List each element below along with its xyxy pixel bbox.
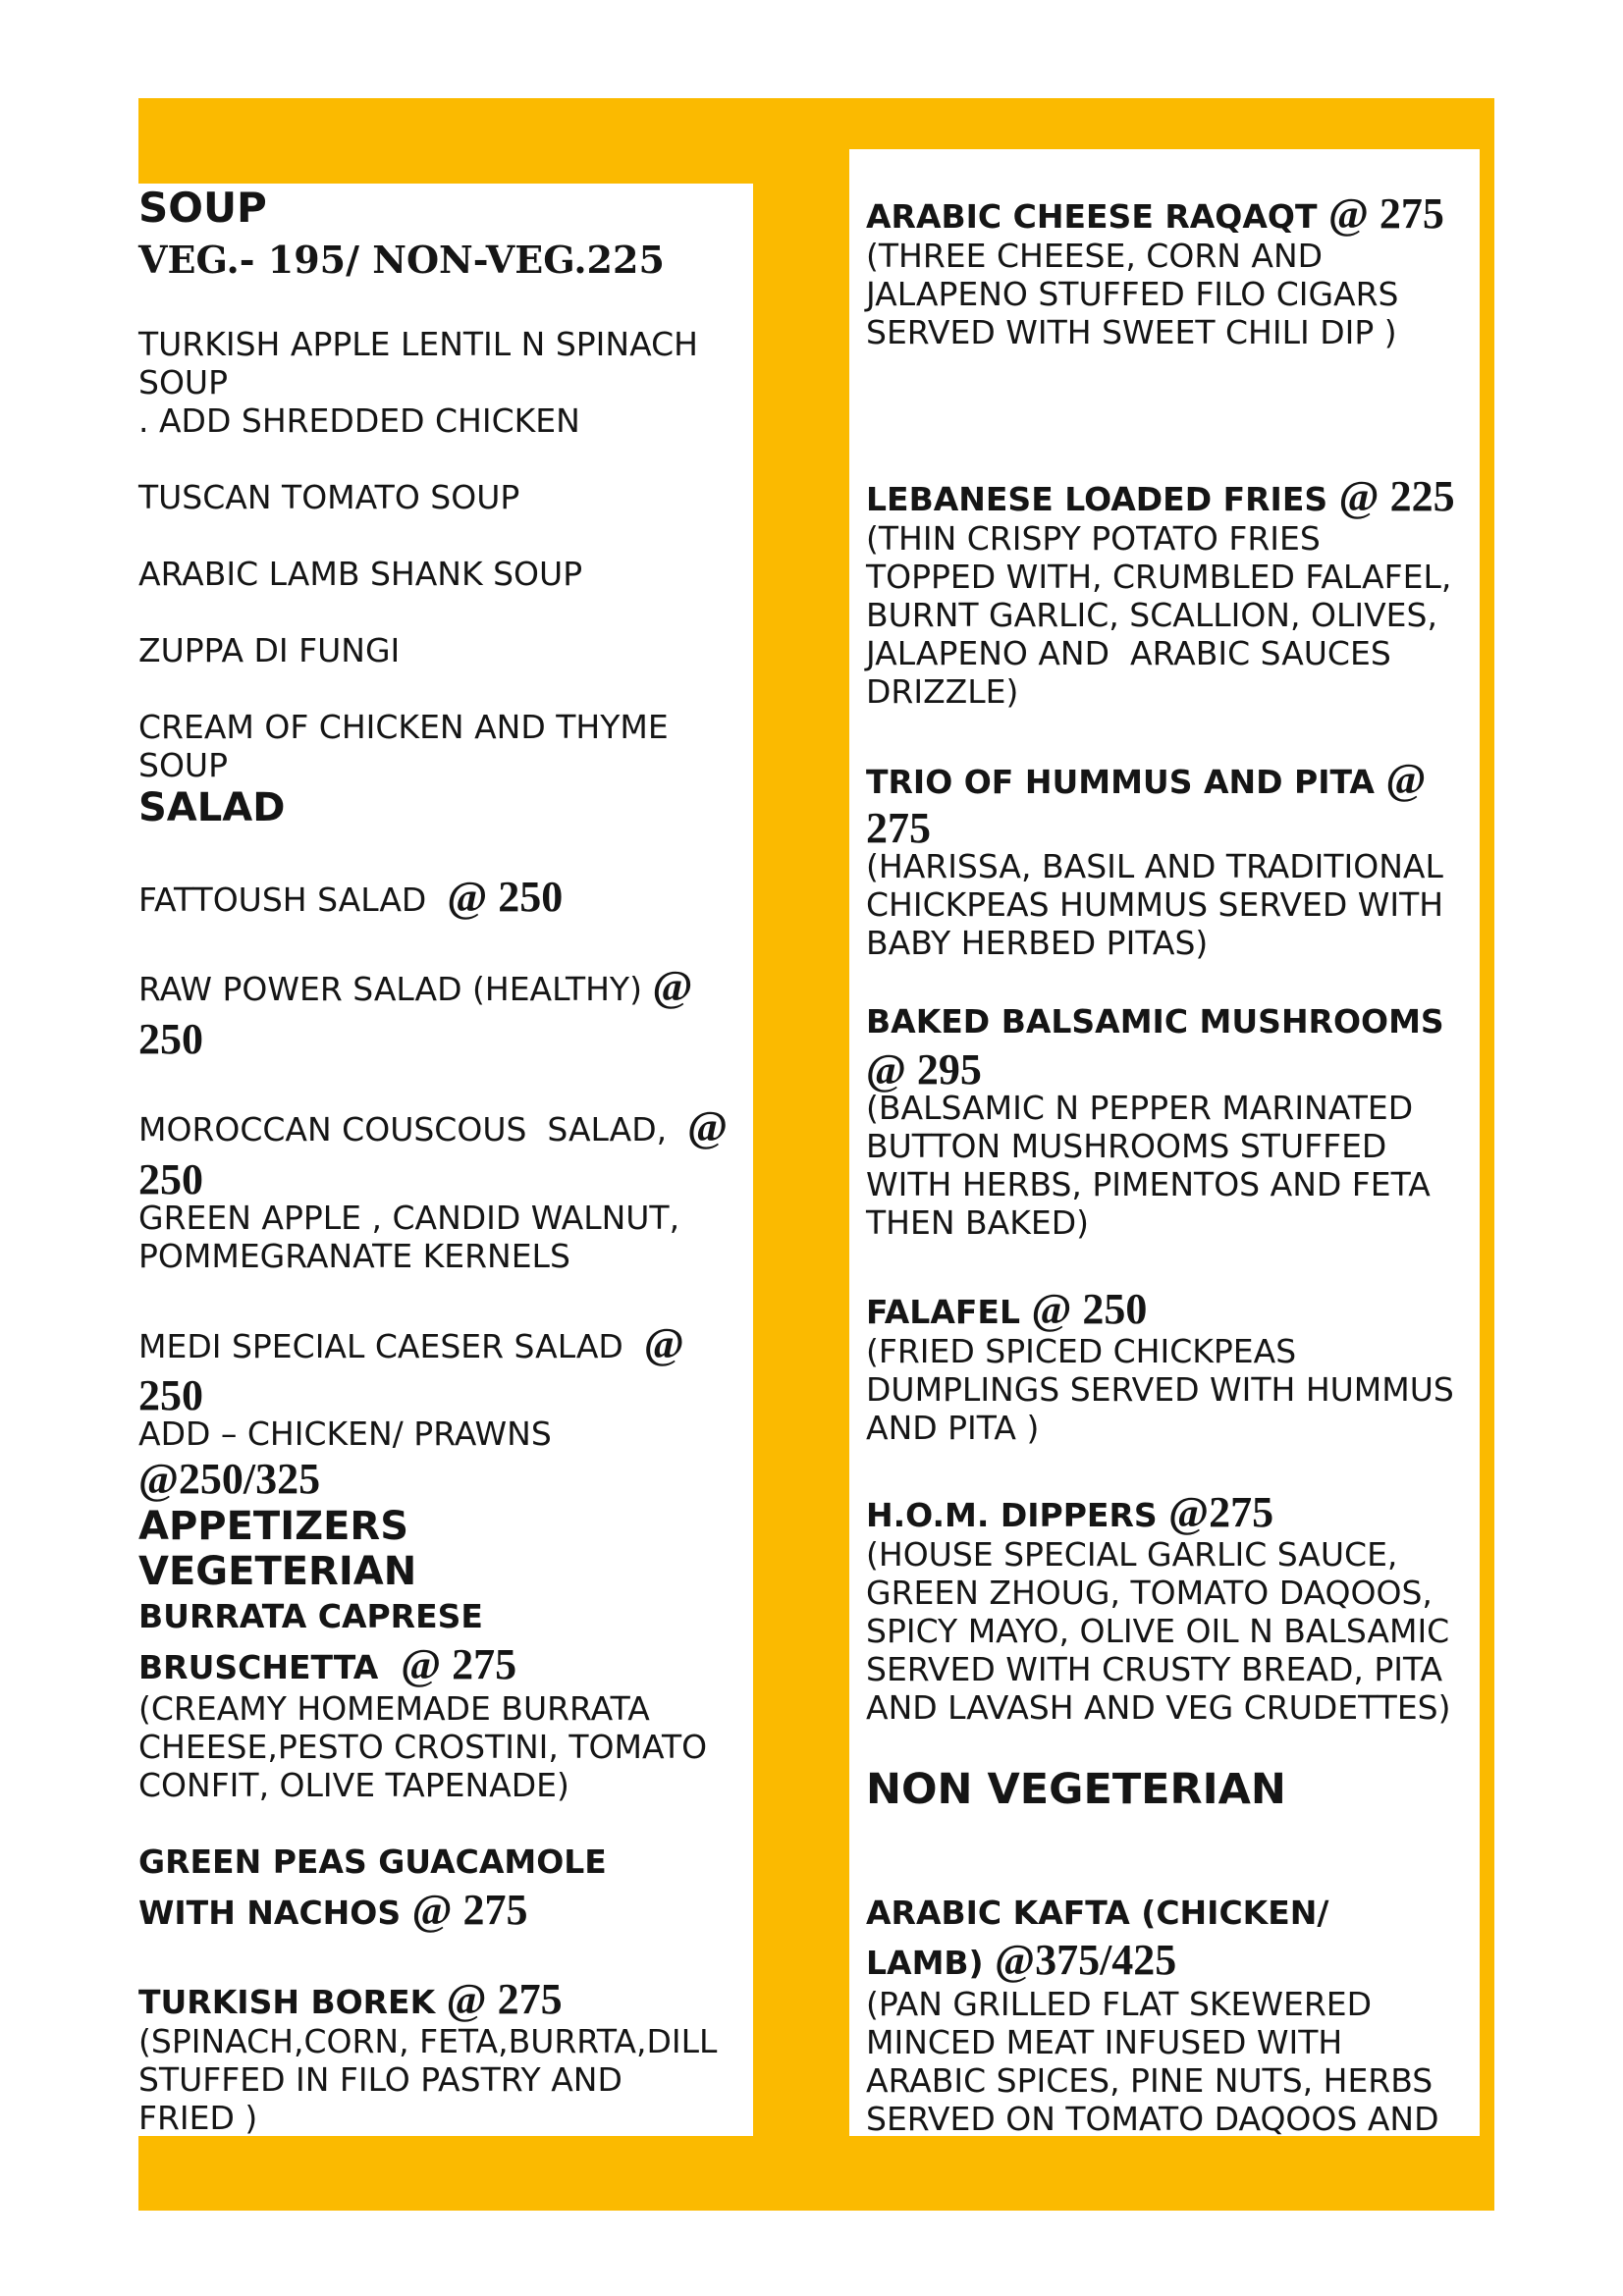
salad-heading: SALAD xyxy=(138,785,286,830)
menu-item xyxy=(138,873,564,921)
menu-item xyxy=(138,1886,528,1934)
item-description: FRIED ) xyxy=(138,2099,258,2137)
item-price: @ 275 xyxy=(1327,189,1444,238)
item-description: SERVED ON TOMATO DAQOOS AND xyxy=(866,2100,1439,2138)
non-vegetarian-heading: NON VEGETERIAN xyxy=(866,1765,1286,1814)
item-name: BRUSCHETTA xyxy=(138,1648,402,1686)
menu-item xyxy=(866,755,1427,803)
item-name: BURRATA CAPRESE xyxy=(138,1597,483,1635)
item-description: STUFFED IN FILO PASTRY AND xyxy=(138,2060,622,2099)
item-description: SERVED WITH SWEET CHILI DIP ) xyxy=(866,313,1397,351)
item-name: MOROCCAN COUSCOUS SALAD, xyxy=(138,1110,688,1148)
menu-item xyxy=(866,1488,1274,1536)
menu-item xyxy=(866,1285,1148,1333)
soup-item: TURKISH APPLE LENTIL N SPINACH xyxy=(138,325,698,363)
item-description: JALAPENO STUFFED FILO CIGARS xyxy=(866,275,1399,313)
item-name: H.O.M. DIPPERS xyxy=(866,1496,1169,1534)
item-description: GREEN ZHOUG, TOMATO DAQOOS, xyxy=(866,1574,1433,1612)
item-description: BUTTON MUSHROOMS STUFFED xyxy=(866,1127,1387,1165)
item-description: (THREE CHEESE, CORN AND xyxy=(866,237,1324,275)
soup-prices: VEG.- 195/ NON-VEG.225 xyxy=(138,238,665,282)
item-price: 275 xyxy=(866,804,931,852)
menu-item xyxy=(138,1975,563,2023)
item-description: (FRIED SPICED CHICKPEAS xyxy=(866,1332,1297,1370)
item-description: DUMPLINGS SERVED WITH HUMMUS xyxy=(866,1370,1454,1409)
item-price: @375/425 xyxy=(995,1936,1177,1984)
item-price: 250 xyxy=(138,1371,203,1419)
item-name: TURKISH BOREK xyxy=(138,1983,447,2021)
price-at: @ xyxy=(652,962,693,1010)
item-name: GREEN PEAS GUACAMOLE xyxy=(138,1842,607,1881)
item-description: BABY HERBED PITAS) xyxy=(866,924,1209,962)
price-at: @ xyxy=(687,1102,729,1150)
item-price: @ 250 xyxy=(1031,1285,1148,1333)
price-at: @ xyxy=(1385,755,1427,803)
soup-item: SOUP xyxy=(138,746,228,784)
item-description: GREEN APPLE , CANDID WALNUT, xyxy=(138,1199,680,1237)
item-description: MINCED MEAT INFUSED WITH xyxy=(866,2023,1343,2061)
item-description: CHICKPEAS HUMMUS SERVED WITH xyxy=(866,885,1444,924)
item-description: (CREAMY HOMEMADE BURRATA xyxy=(138,1689,650,1728)
item-description: (BALSAMIC N PEPPER MARINATED xyxy=(866,1089,1414,1127)
item-price: @ 295 xyxy=(866,1045,982,1094)
item-name: LAMB) xyxy=(866,1944,996,1982)
item-name: FATTOUSH SALAD xyxy=(138,881,448,919)
item-description: AND PITA ) xyxy=(866,1409,1040,1447)
item-description: (THIN CRISPY POTATO FRIES xyxy=(866,519,1321,558)
item-name: FALAFEL xyxy=(866,1293,1032,1331)
soup-item: ARABIC LAMB SHANK SOUP xyxy=(138,555,583,593)
item-description: AND LAVASH AND VEG CRUDETTES) xyxy=(866,1688,1451,1727)
item-description: DRIZZLE) xyxy=(866,672,1019,711)
item-price: @ 275 xyxy=(401,1640,517,1688)
item-price: @275 xyxy=(1168,1488,1274,1536)
item-name: LEBANESE LOADED FRIES xyxy=(866,480,1339,518)
menu-item xyxy=(138,962,693,1010)
menu-item xyxy=(138,1319,684,1367)
item-price: @ 250 xyxy=(447,873,564,921)
item-price: 250 xyxy=(138,1015,203,1063)
menu-item xyxy=(866,472,1455,520)
item-description: JALAPENO AND ARABIC SAUCES xyxy=(866,634,1391,672)
soup-item: SOUP xyxy=(138,363,228,401)
item-name: RAW POWER SALAD (HEALTHY) xyxy=(138,970,653,1008)
soup-item: TUSCAN TOMATO SOUP xyxy=(138,478,520,516)
item-description: WITH HERBS, PIMENTOS AND FETA xyxy=(866,1165,1431,1203)
item-description: (HARISSA, BASIL AND TRADITIONAL xyxy=(866,847,1443,885)
item-description: TOPPED WITH, CRUMBLED FALAFEL, xyxy=(866,558,1452,596)
item-description: (PAN GRILLED FLAT SKEWERED xyxy=(866,1985,1373,2023)
left-menu-panel xyxy=(138,184,753,2136)
item-description: BURNT GARLIC, SCALLION, OLIVES, xyxy=(866,596,1437,634)
item-description: CHEESE,PESTO CROSTINI, TOMATO xyxy=(138,1728,708,1766)
item-price: @ 275 xyxy=(411,1886,528,1934)
addon-price: @250/325 xyxy=(138,1455,321,1503)
soup-item: . ADD SHREDDED CHICKEN xyxy=(138,401,580,440)
soup-item: CREAM OF CHICKEN AND THYME xyxy=(138,708,669,746)
item-name: ARABIC CHEESE RAQAQT xyxy=(866,197,1328,236)
item-name: BAKED BALSAMIC MUSHROOMS xyxy=(866,1002,1444,1041)
menu-item xyxy=(138,1102,729,1150)
appetizers-heading: APPETIZERS xyxy=(138,1504,409,1549)
item-description: THEN BAKED) xyxy=(866,1203,1089,1242)
menu-item xyxy=(866,1936,1177,1984)
soup-heading: SOUP xyxy=(138,184,267,232)
item-description: (HOUSE SPECIAL GARLIC SAUCE, xyxy=(866,1535,1398,1574)
item-price: 250 xyxy=(138,1155,203,1203)
item-description: CONFIT, OLIVE TAPENADE) xyxy=(138,1766,569,1804)
item-price: @ 275 xyxy=(446,1975,563,2023)
item-name: ARABIC KAFTA (CHICKEN/ xyxy=(866,1894,1329,1932)
item-description: SPICY MAYO, OLIVE OIL N BALSAMIC xyxy=(866,1612,1450,1650)
item-name: TRIO OF HUMMUS AND PITA xyxy=(866,763,1386,801)
right-menu-panel xyxy=(849,149,1480,2136)
item-description: (SPINACH,CORN, FETA,BURRTA,DILL xyxy=(138,2022,718,2060)
price-at: @ xyxy=(643,1319,684,1367)
item-name: WITH NACHOS xyxy=(138,1894,412,1932)
item-name: MEDI SPECIAL CAESER SALAD xyxy=(138,1327,644,1365)
item-price: @ 225 xyxy=(1338,472,1455,520)
item-description: SERVED WITH CRUSTY BREAD, PITA xyxy=(866,1650,1443,1688)
item-description: POMMEGRANATE KERNELS xyxy=(138,1237,570,1275)
item-description: ARABIC SPICES, PINE NUTS, HERBS xyxy=(866,2061,1434,2100)
menu-item xyxy=(866,189,1444,238)
vegetarian-heading: VEGETERIAN xyxy=(138,1549,417,1594)
menu-item xyxy=(138,1640,517,1688)
menu-frame xyxy=(138,98,1494,2211)
soup-item: ZUPPA DI FUNGI xyxy=(138,631,401,669)
item-addon: ADD – CHICKEN/ PRAWNS xyxy=(138,1415,552,1453)
